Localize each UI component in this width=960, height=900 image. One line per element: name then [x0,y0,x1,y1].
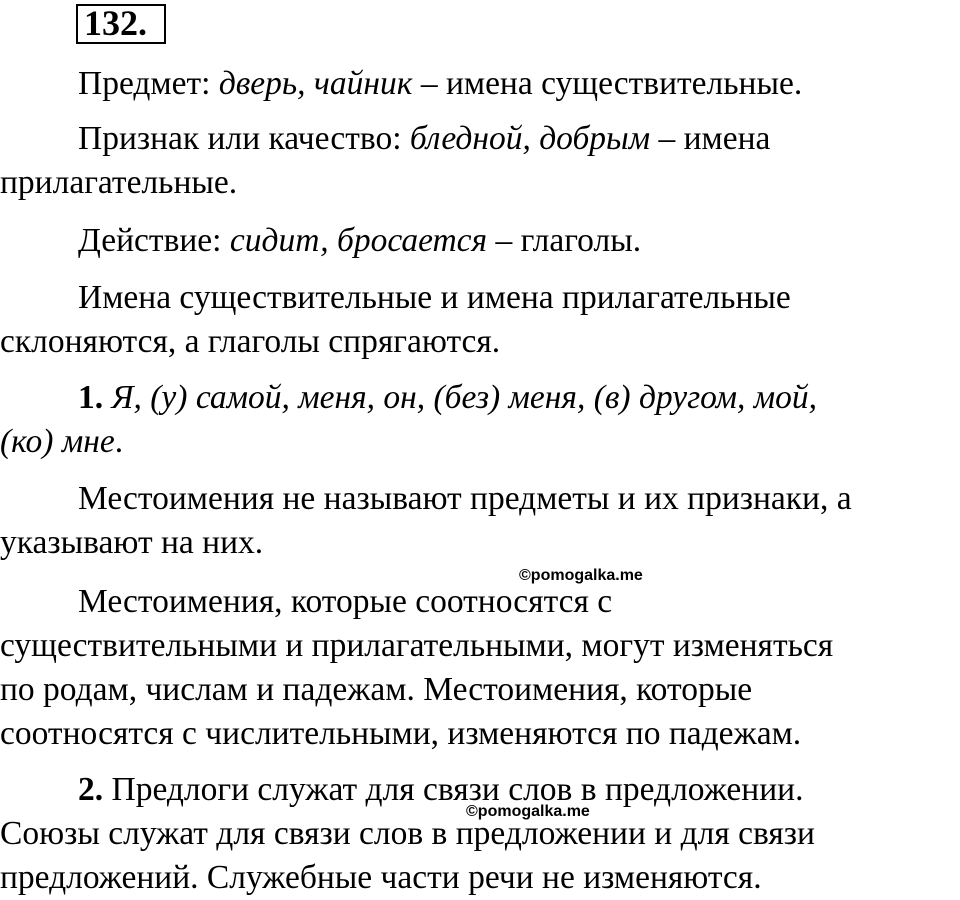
watermark: ©pomogalka.me [466,803,590,820]
period: . [114,423,124,460]
text: Предлоги служат для связи слов в предложении. [103,771,804,808]
paragraph-declension-line1: Имена существительные и имена прилагательные [78,279,791,316]
paragraph-pronoun-change-line4: соотносятся с числительными, изменяются по падежам. [0,715,802,752]
paragraph-verb [78,219,641,263]
paragraph-pronouns-line2: указывают на них. [0,524,264,561]
watermark: ©pomogalka.me [519,567,643,584]
paragraph-noun [78,62,802,106]
text: – имена [650,120,771,157]
examples: бледной, добрым [409,120,651,157]
paragraph-function-words-line2: Союзы служат для связи слов в предложении и для связи [0,815,815,852]
paragraph-pronoun-change-line3: по родам, числам и падежам. Местоимения, которые [0,671,753,708]
label: Предмет: [78,65,219,102]
paragraph-adjective [78,117,770,161]
text: – имена существительные. [412,65,803,102]
text: – глаголы. [487,222,642,259]
paragraph-function-words-line3: предложений. Служебные части речи не изменяются. [0,859,762,896]
pronoun-list-end: (ко) мне [0,423,115,460]
task-number: 132. [84,3,147,43]
paragraph-pronouns-list [78,376,817,420]
paragraph-function-words-line1 [78,768,803,812]
item-number: 1. [78,379,104,416]
paragraph-pronouns-line1: Местоимения не называют предметы и их признаки, а [78,480,852,517]
item-number: 2. [78,771,104,808]
label: Действие: [78,222,230,259]
label: Признак или качество: [78,120,410,157]
examples: дверь, чайник [218,65,413,102]
paragraph-pronoun-change-line2: существительными и прилагательными, могут изменяться [0,627,834,664]
examples: сидит, бросается [229,222,488,259]
paragraph-adjective-line2: прилагательные. [0,164,238,201]
paragraph-pronouns-list-line2 [0,420,123,464]
paragraph-pronoun-change-line1: Местоимения, которые соотносятся с [78,583,613,620]
paragraph-declension-line2: склоняются, а глаголы спрягаются. [0,323,501,360]
pronoun-list: Я, (у) самой, меня, он, (без) меня, (в) другом, мой, [103,379,818,416]
